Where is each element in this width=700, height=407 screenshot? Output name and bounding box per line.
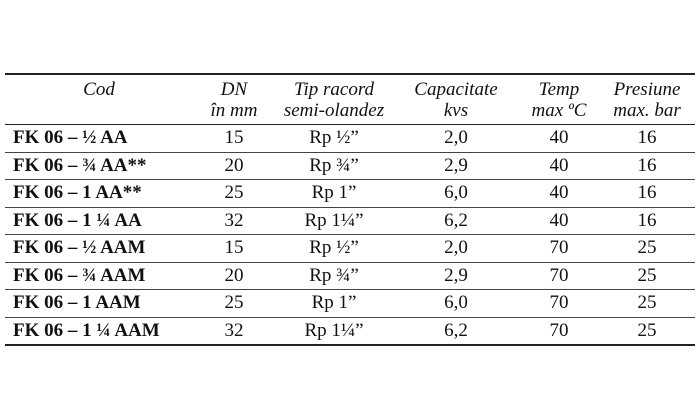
cell-cod: FK 06 – 1 AAM: [5, 290, 193, 318]
cell-tip-racord: Rp 1”: [275, 290, 393, 318]
cell-temp: 70: [519, 290, 599, 318]
table-body: [5, 125, 695, 346]
cell-cod: FK 06 – ¾ AA**: [5, 152, 193, 180]
header-temp: Temp max ºC: [531, 79, 587, 121]
cell-cod: FK 06 – ½ AA: [5, 125, 193, 153]
cell-capacitate: 2,0: [393, 125, 519, 153]
cell-presiune: 25: [599, 317, 695, 345]
cell-cod: FK 06 – 1 ¼ AAM: [5, 317, 193, 345]
cell-tip-racord: Rp 1”: [275, 180, 393, 208]
cell-dn: 32: [193, 207, 275, 235]
table-row: [5, 290, 695, 318]
cell-dn: 15: [193, 235, 275, 263]
cell-presiune: 25: [599, 262, 695, 290]
cell-presiune: 16: [599, 207, 695, 235]
cell-tip-racord: Rp ¾”: [275, 152, 393, 180]
cell-dn: 15: [193, 125, 275, 153]
cell-tip-racord: Rp ½”: [275, 235, 393, 263]
table-header: [5, 74, 695, 125]
header-capacitate: Capacitate kvs: [414, 79, 498, 121]
cell-cod: FK 06 – 1 AA**: [5, 180, 193, 208]
product-spec-table: [5, 73, 695, 346]
cell-tip-racord: Rp ¾”: [275, 262, 393, 290]
cell-dn: 25: [193, 180, 275, 208]
cell-dn: 25: [193, 290, 275, 318]
header-dn: DN în mm: [210, 79, 258, 121]
cell-temp: 70: [519, 235, 599, 263]
table-row: [5, 262, 695, 290]
cell-temp: 40: [519, 125, 599, 153]
header-presiune: Presiune max. bar: [613, 79, 681, 121]
cell-capacitate: 6,0: [393, 290, 519, 318]
cell-presiune: 25: [599, 235, 695, 263]
cell-cod: FK 06 – ½ AAM: [5, 235, 193, 263]
cell-tip-racord: Rp 1¼”: [275, 207, 393, 235]
cell-capacitate: 6,0: [393, 180, 519, 208]
table-row: [5, 125, 695, 153]
header-row: [5, 74, 695, 125]
cell-temp: 40: [519, 152, 599, 180]
table-row: [5, 317, 695, 345]
cell-cod: FK 06 – ¾ AAM: [5, 262, 193, 290]
cell-presiune: 25: [599, 290, 695, 318]
cell-dn: 32: [193, 317, 275, 345]
cell-capacitate: 2,0: [393, 235, 519, 263]
cell-presiune: 16: [599, 180, 695, 208]
header-tip-racord: Tip racord semi-olandez: [283, 79, 385, 121]
cell-cod: FK 06 – 1 ¼ AA: [5, 207, 193, 235]
cell-capacitate: 2,9: [393, 262, 519, 290]
table-row: [5, 207, 695, 235]
cell-capacitate: 2,9: [393, 152, 519, 180]
cell-presiune: 16: [599, 152, 695, 180]
cell-dn: 20: [193, 152, 275, 180]
cell-temp: 70: [519, 262, 599, 290]
cell-temp: 40: [519, 180, 599, 208]
cell-temp: 70: [519, 317, 599, 345]
header-cod: Cod: [83, 79, 115, 100]
cell-temp: 40: [519, 207, 599, 235]
table-row: [5, 235, 695, 263]
cell-tip-racord: Rp 1¼”: [275, 317, 393, 345]
cell-presiune: 16: [599, 125, 695, 153]
cell-dn: 20: [193, 262, 275, 290]
table-row: [5, 180, 695, 208]
cell-capacitate: 6,2: [393, 317, 519, 345]
cell-capacitate: 6,2: [393, 207, 519, 235]
cell-tip-racord: Rp ½”: [275, 125, 393, 153]
product-spec-table-container: [5, 73, 695, 346]
table-row: [5, 152, 695, 180]
